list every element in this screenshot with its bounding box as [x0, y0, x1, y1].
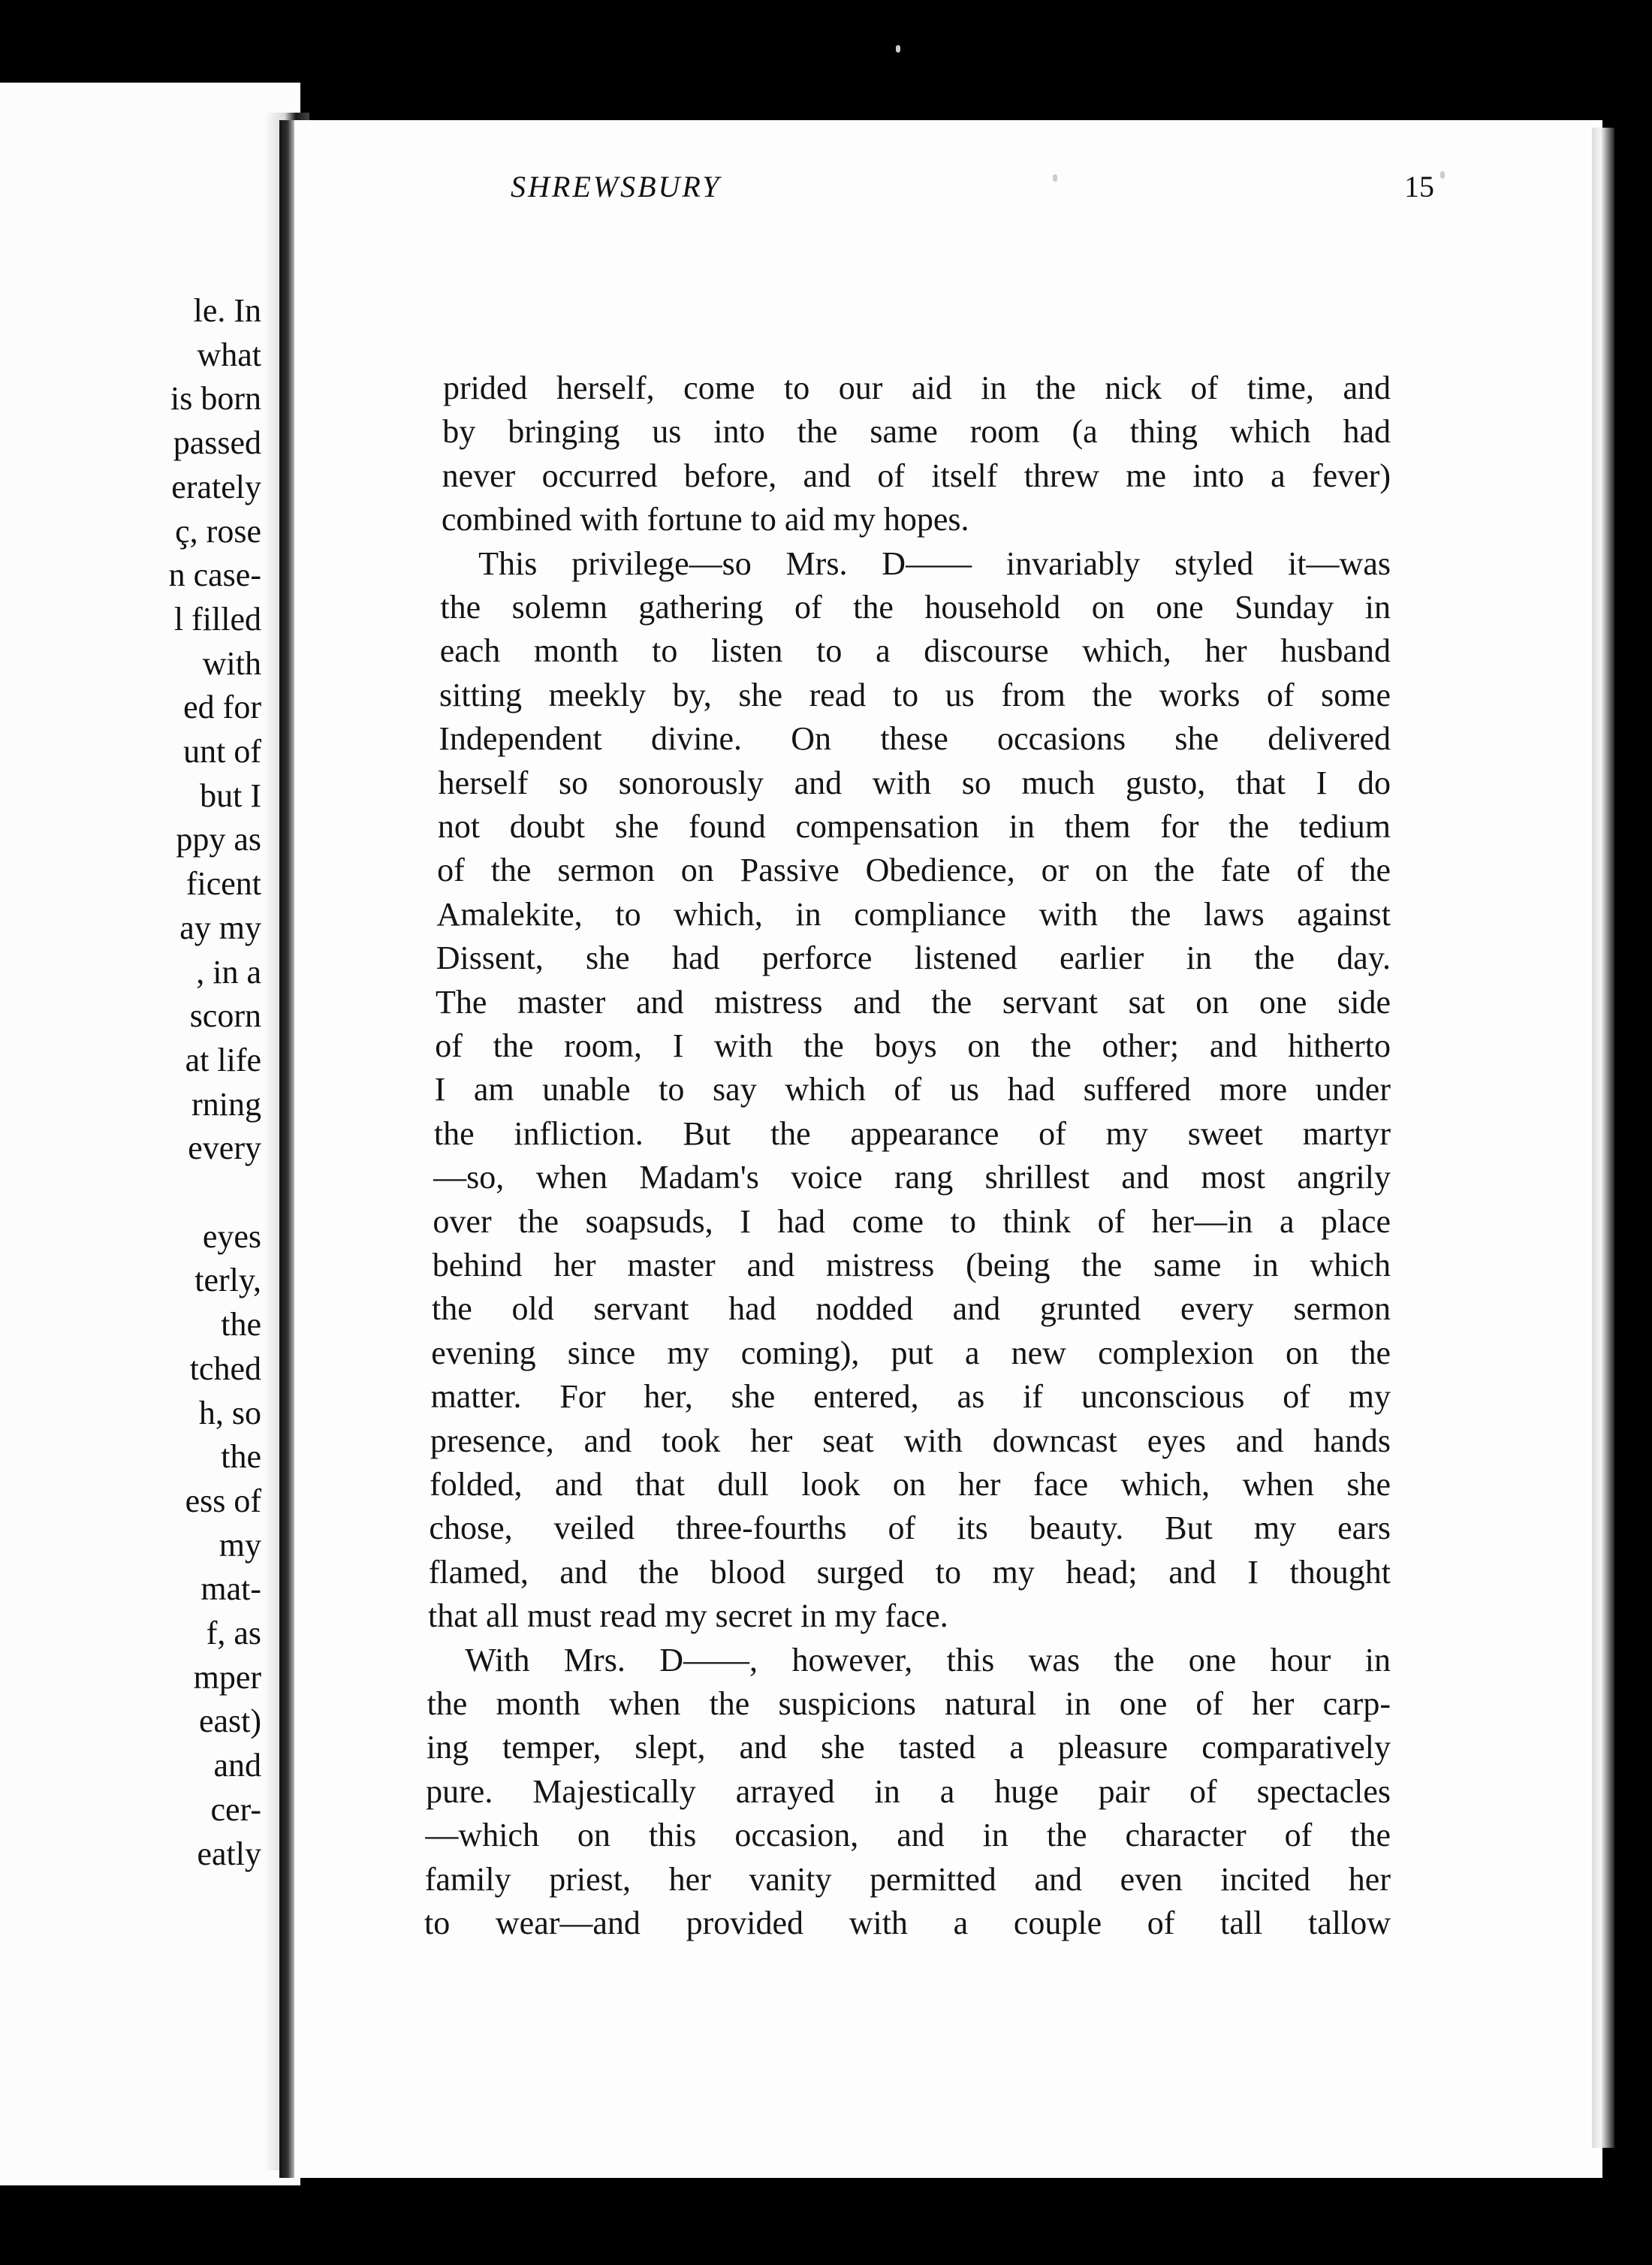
text-line: of the sermon on Passive Obedience, or on the fate of the [437, 852, 1391, 889]
text-line: Independent divine. On these occasions she delivered [439, 720, 1391, 758]
left-page-line-fragment: the [221, 1306, 261, 1344]
text-line: folded, and that dull look on her face which, when she [430, 1466, 1391, 1503]
text-line: prided herself, come to our aid in the nick of time, and [443, 369, 1391, 406]
left-page-line-fragment: eyes [202, 1217, 261, 1255]
page-spine [279, 120, 294, 2178]
text-line: With Mrs. D——, however, this was the one hour in [465, 1641, 1391, 1678]
left-page-line-fragment: , in a [196, 953, 261, 991]
right-page-edge [1592, 128, 1614, 2148]
text-line: by bringing us into the same room (a thing which had [442, 413, 1391, 451]
left-page-line-fragment: is born [170, 380, 261, 418]
left-page-line-fragment: tched [189, 1350, 261, 1387]
left-page-line-fragment: rning [191, 1085, 261, 1123]
dust-speck [1440, 171, 1445, 179]
left-page-line-fragment: h, so [198, 1394, 261, 1431]
left-page-line-fragment: cer- [210, 1790, 261, 1828]
text-line: ing temper, slept, and she tasted a pleasure comparatively [426, 1729, 1391, 1766]
dust-speck [896, 45, 900, 53]
text-line: The master and mistress and the servant sat on one side [436, 983, 1391, 1021]
left-page-line-fragment: passed [173, 424, 261, 462]
left-page-line-fragment: the [221, 1438, 261, 1476]
left-page-line-fragment: ç, rose [175, 512, 261, 550]
text-line: the old servant had nodded and grunted every sermon [432, 1290, 1391, 1328]
left-page-line-fragment: mat- [200, 1570, 261, 1608]
text-line: of the room, I with the boys on the other; and hitherto [435, 1027, 1391, 1064]
text-line: combined with fortune to aid my hopes. [441, 501, 969, 538]
left-page-line-fragment: east) [198, 1703, 261, 1740]
text-line: that all must read my secret in my face. [428, 1597, 948, 1635]
left-page [0, 83, 300, 2185]
left-page-line-fragment: ed for [183, 689, 261, 726]
left-page-line-fragment: n case- [168, 556, 261, 594]
left-page-line-fragment: unt of [183, 733, 261, 770]
left-page-line-fragment: scorn [189, 997, 261, 1035]
text-line: chose, veiled three-fourths of its beauty. But my ears [429, 1509, 1391, 1547]
left-page-line-fragment: erately [171, 468, 261, 505]
left-page-line-fragment: but I [200, 777, 261, 814]
left-page-line-fragment: at life [185, 1041, 261, 1078]
left-page-line-fragment: ay my [179, 909, 261, 946]
text-line: sitting meekly by, she read to us from the works of some [439, 676, 1391, 713]
left-page-line-fragment: and [213, 1747, 261, 1784]
left-page-line-fragment: f, as [206, 1615, 261, 1651]
left-page-line-fragment: what [197, 336, 261, 373]
text-line: flamed, and the blood surged to my head; and I thought [428, 1553, 1391, 1591]
text-line: the infliction. But the appearance of my sweet martyr [433, 1114, 1391, 1152]
left-page-line-fragment: every [188, 1129, 261, 1167]
text-line: pure. Majestically arrayed in a huge pair of spectacles [426, 1772, 1391, 1810]
text-line: family priest, her vanity permitted and even incited her [424, 1860, 1391, 1898]
page-number: 15 [1404, 170, 1434, 204]
text-line: the solemn gathering of the household on one Sunday in [440, 589, 1391, 626]
text-line: matter. For her, she entered, as if unconscious of my [430, 1378, 1391, 1416]
text-line: Dissent, she had perforce listened earlier in the day. [436, 939, 1391, 977]
left-page-line-fragment: ppy as [176, 821, 261, 858]
left-page-line-fragment: mper [193, 1658, 261, 1696]
text-line: This privilege—so Mrs. D—— invariably styled it—was [478, 544, 1391, 582]
text-line: behind her master and mistress (being the same in which [432, 1247, 1391, 1283]
text-line: to wear—and provided with a couple of tall tallow [424, 1905, 1391, 1941]
left-page-line-fragment: le. In [193, 292, 261, 329]
text-line: —which on this occasion, and in the character of the [425, 1817, 1391, 1854]
text-line: presence, and took her seat with downcast eyes and hands [430, 1422, 1391, 1459]
dust-speck [1053, 174, 1057, 182]
left-page-line-fragment: terly, [194, 1262, 261, 1299]
left-page-line-fragment: eatly [197, 1835, 261, 1872]
text-line: the month when the suspicions natural in one of her carp- [427, 1685, 1391, 1722]
left-page-line-fragment: ficent [185, 865, 261, 903]
text-line: herself so sonorously and with so much gusto, that I do [438, 764, 1391, 801]
text-line: —so, when Madam's voice rang shrillest and most angrily [433, 1159, 1391, 1196]
page-header [511, 169, 1434, 214]
text-line: evening since my coming), put a new complexion on the [431, 1334, 1391, 1371]
running-title: SHREWSBURY [511, 170, 722, 204]
text-line: never occurred before, and of itself threw me into a fever) [442, 457, 1391, 494]
left-page-line-fragment: with [202, 644, 261, 682]
left-page-line-fragment: l filled [173, 600, 261, 638]
left-page-line-fragment: ess of [185, 1482, 261, 1519]
text-line: not doubt she found compensation in them for the tedium [437, 808, 1391, 845]
text-line: I am unable to say which of us had suffered more under [434, 1071, 1391, 1108]
text-line: Amalekite, to which, in compliance with the laws against [436, 895, 1391, 933]
text-line: each month to listen to a discourse which, her husband [439, 632, 1391, 670]
text-line: over the soapsuds, I had come to think of her—in a place [433, 1202, 1391, 1240]
left-page-line-fragment: my [219, 1526, 261, 1564]
